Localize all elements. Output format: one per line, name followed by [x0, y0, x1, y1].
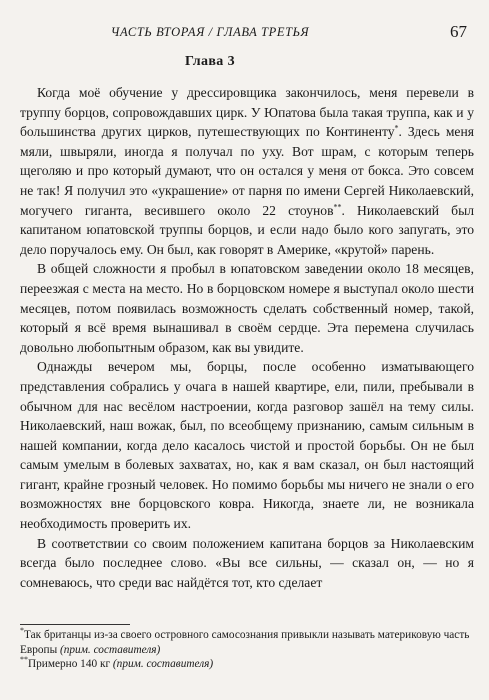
paragraph-3: Однажды вечером мы, борцы, после особенно изматывающего представления собрались у очага в нашей квартире, ели, пили, пребывали в обычном для нас весёлом настроении, когда разговор зашёл на тему силы. Николаевский, наш вожак, был, по всеобщему признанию, самым сильным в нашей компании, когда дело касалось чистой и простой борьбы. Он не был самым умелым в болевых захватах, но, как я вам сказал, он был настоящий гигант, крайне грозный человек. Но помимо борьбы мы ничего не знали о его возможностях вне борцовского ковра. Никогда, знаете ли, не возникала необходимость проверить их. [20, 359, 474, 532]
paragraph-4: В соответствии со своим положением капитана борцов за Николаевским всегда было последнее слово. «Вы все сильны, — сказал он, — но я сомневаюсь, что среди вас найдётся тот, кто сделает [20, 535, 474, 590]
footnote-ref-1: * [394, 123, 399, 133]
footnote-ref-2: ** [333, 202, 342, 212]
footnote-1-source: (прим. составителя) [60, 643, 161, 656]
footnote-2-source: (прим. составителя) [112, 658, 214, 670]
footnote-1 [20, 628, 474, 657]
paragraph-1-part-a: Когда моё обучение у дрессировщика закончилось, меня перевели в труппу борцов, сопровождавших цирк. У Юпатова была такая труппа, как и у большинства других цирков, путешествующих по Континенту [20, 85, 474, 140]
footnote-1-text: Так британцы из-за своего островного самосознания привыкли называть материковую часть Европы [20, 629, 470, 656]
running-title: ЧАСТЬ ВТОРАЯ / ГЛАВА ТРЕТЬЯ [110, 25, 310, 39]
paragraph-1 [20, 83, 474, 259]
body-text [20, 83, 474, 592]
paragraph-1-part-c: . Николаевский был капитаном юпатовской труппы борцов, и если надо было кого запугать, это дело поручалось ему. Он был, как говорят в Америке, «крутой» парень. [20, 202, 474, 257]
chapter-title: Глава 3 [184, 54, 236, 69]
footnotes [20, 628, 474, 672]
paragraph-2: В общей сложности я пробыл в юпатовском заведении около 18 месяцев, переезжая с места на место. Но в борцовском номере я выступал около шести месяцев, потом появилась возможность сделать собственный номер, такой, который я всё время вынашивал в своём сердце. Эта перемена случилась довольно любопытным образом, как вы увидите. [20, 261, 474, 355]
footnote-1-mark: * [20, 626, 24, 636]
paragraph-1-part-b: . Здесь меня мяли, швыряли, иногда я получал по уху. Вот шрам, с которым теперь щеголяю и про который думают, что он остался у меня от бокса. Это совсем не так! Я получил это «украшение» от парня по имени Сергей Николаевский, могучего гиганта, весившего около 22 стоунов [20, 124, 474, 218]
page-number: 67 [450, 22, 467, 41]
footnote-2 [20, 657, 474, 672]
running-head [0, 22, 489, 44]
footnote-2-text: Примерно 140 кг [28, 658, 111, 670]
footnote-divider [20, 624, 130, 625]
footnote-2-mark: ** [20, 655, 28, 665]
